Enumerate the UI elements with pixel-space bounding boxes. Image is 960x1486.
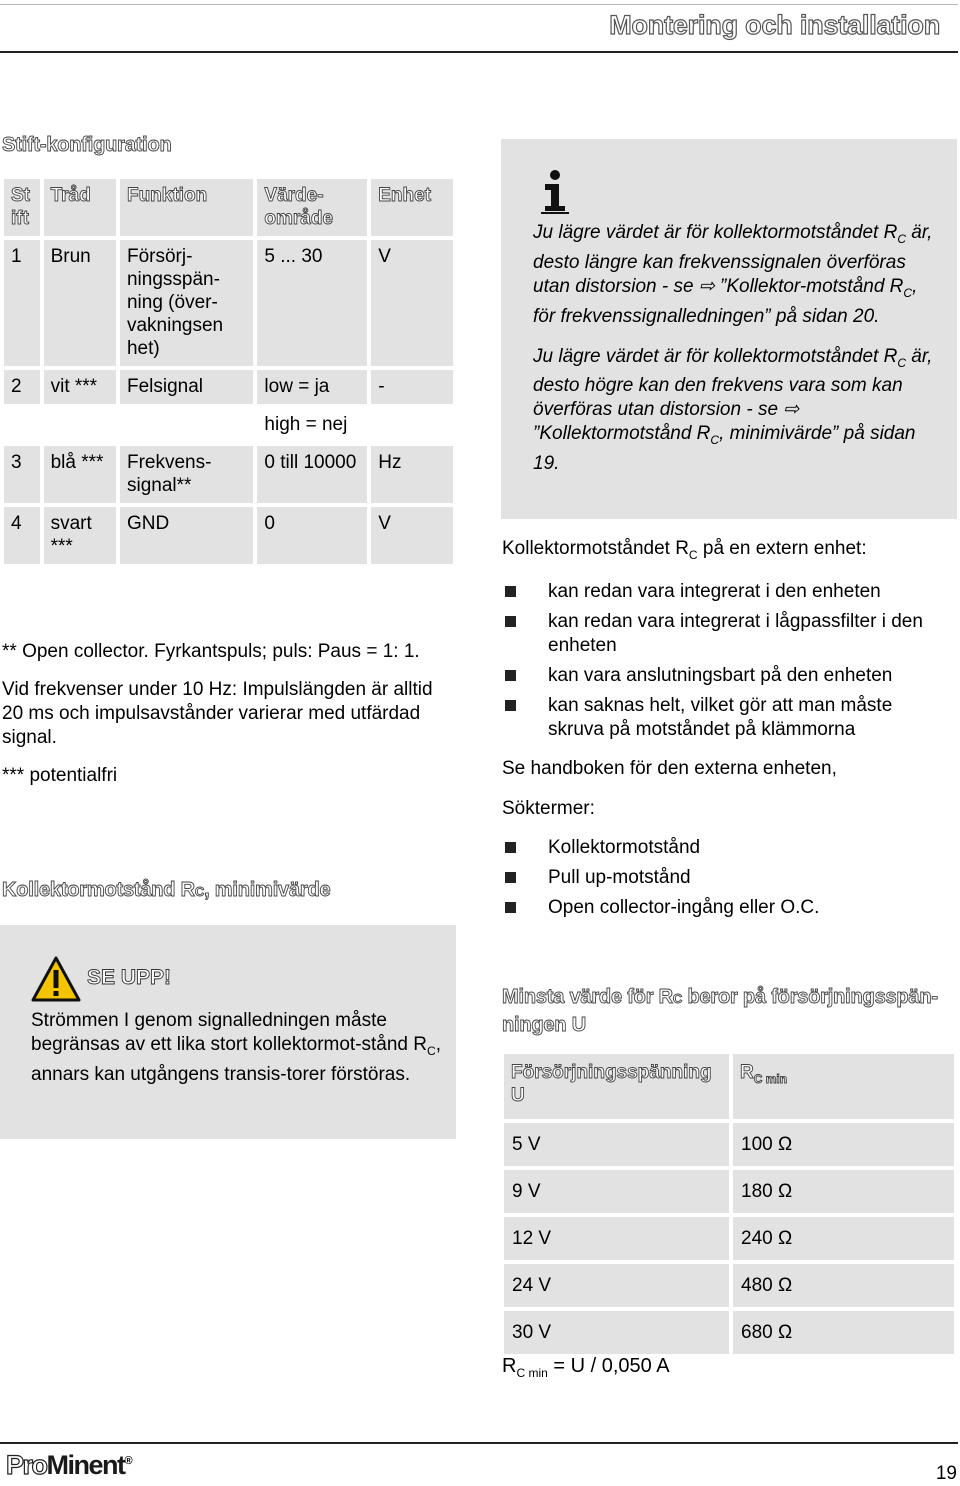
info-paragraph-1: Ju lägre värdet är för kollektormotståndet $R_C$ är, desto längre kan frekvenssignalen överföras utan distorsion - se ⇨ ”Kollektor-motstånd $R_C$, för frekvenssignalledningen” på sidan 20. xyxy=(533,222,933,327)
table-cell: V xyxy=(371,240,453,366)
table-cell: 1 xyxy=(4,240,40,366)
list-item: kan redan vara integrerat i den enheten xyxy=(502,580,952,604)
table-cell: vit *** xyxy=(44,370,116,404)
table-row xyxy=(504,1170,954,1213)
table-cell: 3 xyxy=(4,446,40,503)
table-header-row xyxy=(504,1054,954,1119)
table-cell xyxy=(44,408,116,442)
table-cell: V xyxy=(371,507,453,564)
list-item: kan saknas helt, vilket gör att man måste skruva på motståndet på klämmorna xyxy=(502,694,952,742)
table-cell: 12 V xyxy=(504,1217,729,1260)
header-top-rule xyxy=(0,4,958,5)
table-cell: Felsignal xyxy=(120,370,253,404)
table-cell: 0 till 10000 xyxy=(257,446,367,503)
table-row xyxy=(4,370,453,404)
kollektor-min-heading: Kollektormotstånd RC, minimivärde xyxy=(2,879,331,901)
table-row xyxy=(504,1264,954,1307)
table-cell: Frekvens-signal** xyxy=(120,446,253,503)
prominent-logo: ProMinent® xyxy=(6,1450,133,1480)
col-header: St ift xyxy=(4,179,40,236)
table-cell: 9 V xyxy=(504,1170,729,1213)
list-item: Open collector-ingång eller O.C. xyxy=(502,896,952,920)
list-item: Pull up-motstånd xyxy=(502,866,952,890)
external-unit-list xyxy=(502,580,952,748)
table-row xyxy=(504,1123,954,1166)
external-unit-intro: Kollektormotståndet $R_C$ på en extern enhet: xyxy=(502,538,867,562)
col-header: Värde-område xyxy=(257,179,367,236)
table-row xyxy=(4,446,453,503)
table-row xyxy=(504,1217,954,1260)
table-cell: Brun xyxy=(44,240,116,366)
table-header-row xyxy=(4,179,453,236)
table-row xyxy=(4,507,453,564)
warning-title: SE UPP! xyxy=(87,966,172,989)
note-frequency: Vid frekvenser under 10 Hz: Impulslängden är alltid 20 ms och impulsavstånder varierar med utfärdad signal. xyxy=(2,679,433,748)
page-number: 19 xyxy=(935,1463,957,1484)
table-cell xyxy=(371,408,453,442)
search-terms-label: Söktermer: xyxy=(502,798,595,819)
table-cell: GND xyxy=(120,507,253,564)
table-cell: 5 ... 30 xyxy=(257,240,367,366)
info-box xyxy=(501,139,957,519)
col-header: Tråd xyxy=(44,179,116,236)
col-header: Funktion xyxy=(120,179,253,236)
pin-config-heading: Stift-konfiguration xyxy=(2,134,172,156)
table-cell: high = nej xyxy=(264,414,348,435)
table-row xyxy=(4,408,453,442)
info-text xyxy=(533,221,943,492)
info-paragraph-2: Ju lägre värdet är för kollektormotståndet $R_C$ är, desto högre kan den frekvens vara som kan överföras utan distorsion - se ⇨ ”Kollektormotstånd $R_C$, minimivärde” på sidan 19. xyxy=(533,345,933,475)
table-cell xyxy=(4,408,40,442)
table-cell: 4 xyxy=(4,507,40,564)
col-header-supply-voltage: Försörjningsspänning U xyxy=(504,1054,729,1119)
link-arrow-icon: ⇨ xyxy=(698,275,715,297)
cross-ref-link[interactable]: ”Kollektor-motstånd $R_C$, för frekvenssignalledningen” på sidan 20. xyxy=(533,275,918,327)
footer-rule xyxy=(0,1442,958,1444)
cross-ref-link[interactable]: ”Kollektormotstånd $R_C$, minimivärde” på sidan 19. xyxy=(533,423,916,475)
list-item: Kollektormotstånd xyxy=(502,836,952,860)
table-cell: 2 xyxy=(4,370,40,404)
table-row xyxy=(4,240,453,366)
link-arrow-icon: ⇨ xyxy=(783,399,800,421)
table-cell: 0 xyxy=(257,507,367,564)
col-header-rc-min: $R_{C min}$ xyxy=(733,1054,954,1119)
table-cell: 5 V xyxy=(504,1123,729,1166)
min-resistance-table xyxy=(500,1050,958,1358)
table-cell: - xyxy=(371,370,453,404)
table-cell: Försörj-ningsspän-ning (över-vakningsen het) xyxy=(120,240,253,366)
rc-min-formula: $R_{C min} = U / 0,050$ A xyxy=(502,1355,670,1380)
warning-triangle-icon xyxy=(31,956,81,1002)
table-cell: svart *** xyxy=(44,507,116,564)
table-cell: 24 V xyxy=(504,1264,729,1307)
table-cell: blå *** xyxy=(44,446,116,503)
table-cell: 180 Ω xyxy=(733,1170,954,1213)
header-rule xyxy=(0,51,958,53)
list-item: kan redan vara integrerat i lågpassfilter i den enheten xyxy=(502,610,952,658)
list-item: kan vara anslutningsbart på den enheten xyxy=(502,664,952,688)
table-cell: Hz xyxy=(371,446,453,503)
page-header-title: Montering och installation xyxy=(609,10,940,40)
table-row xyxy=(504,1311,954,1354)
table-cell: 680 Ω xyxy=(733,1311,954,1354)
info-icon xyxy=(541,169,569,215)
table-cell xyxy=(120,408,253,442)
col-header: Enhet xyxy=(371,179,453,236)
pin-notes xyxy=(2,640,452,802)
handbook-text: Se handboken för den externa enheten, xyxy=(502,758,837,779)
table-cell: 100 Ω xyxy=(733,1123,954,1166)
min-value-heading: Minsta värde för RC beror på försörjningsspän-ningen U xyxy=(502,986,938,1036)
pin-config-table xyxy=(0,175,457,568)
note-potential-free: *** potentialfri xyxy=(2,765,118,786)
warning-box xyxy=(0,925,456,1139)
table-cell: 30 V xyxy=(504,1311,729,1354)
warning-text: Strömmen I genom signalledningen måste begränsas av ett lika stort kollektormot-stånd $R_C$, annars kan utgångens transis-torer förstöras. xyxy=(31,1010,441,1085)
note-open-collector: ** Open collector. Fyrkantspuls; puls: Paus = 1: 1. xyxy=(2,641,420,662)
table-cell: low = ja xyxy=(257,370,367,404)
table-cell: 240 Ω xyxy=(733,1217,954,1260)
table-cell: 480 Ω xyxy=(733,1264,954,1307)
search-terms-list xyxy=(502,836,952,926)
